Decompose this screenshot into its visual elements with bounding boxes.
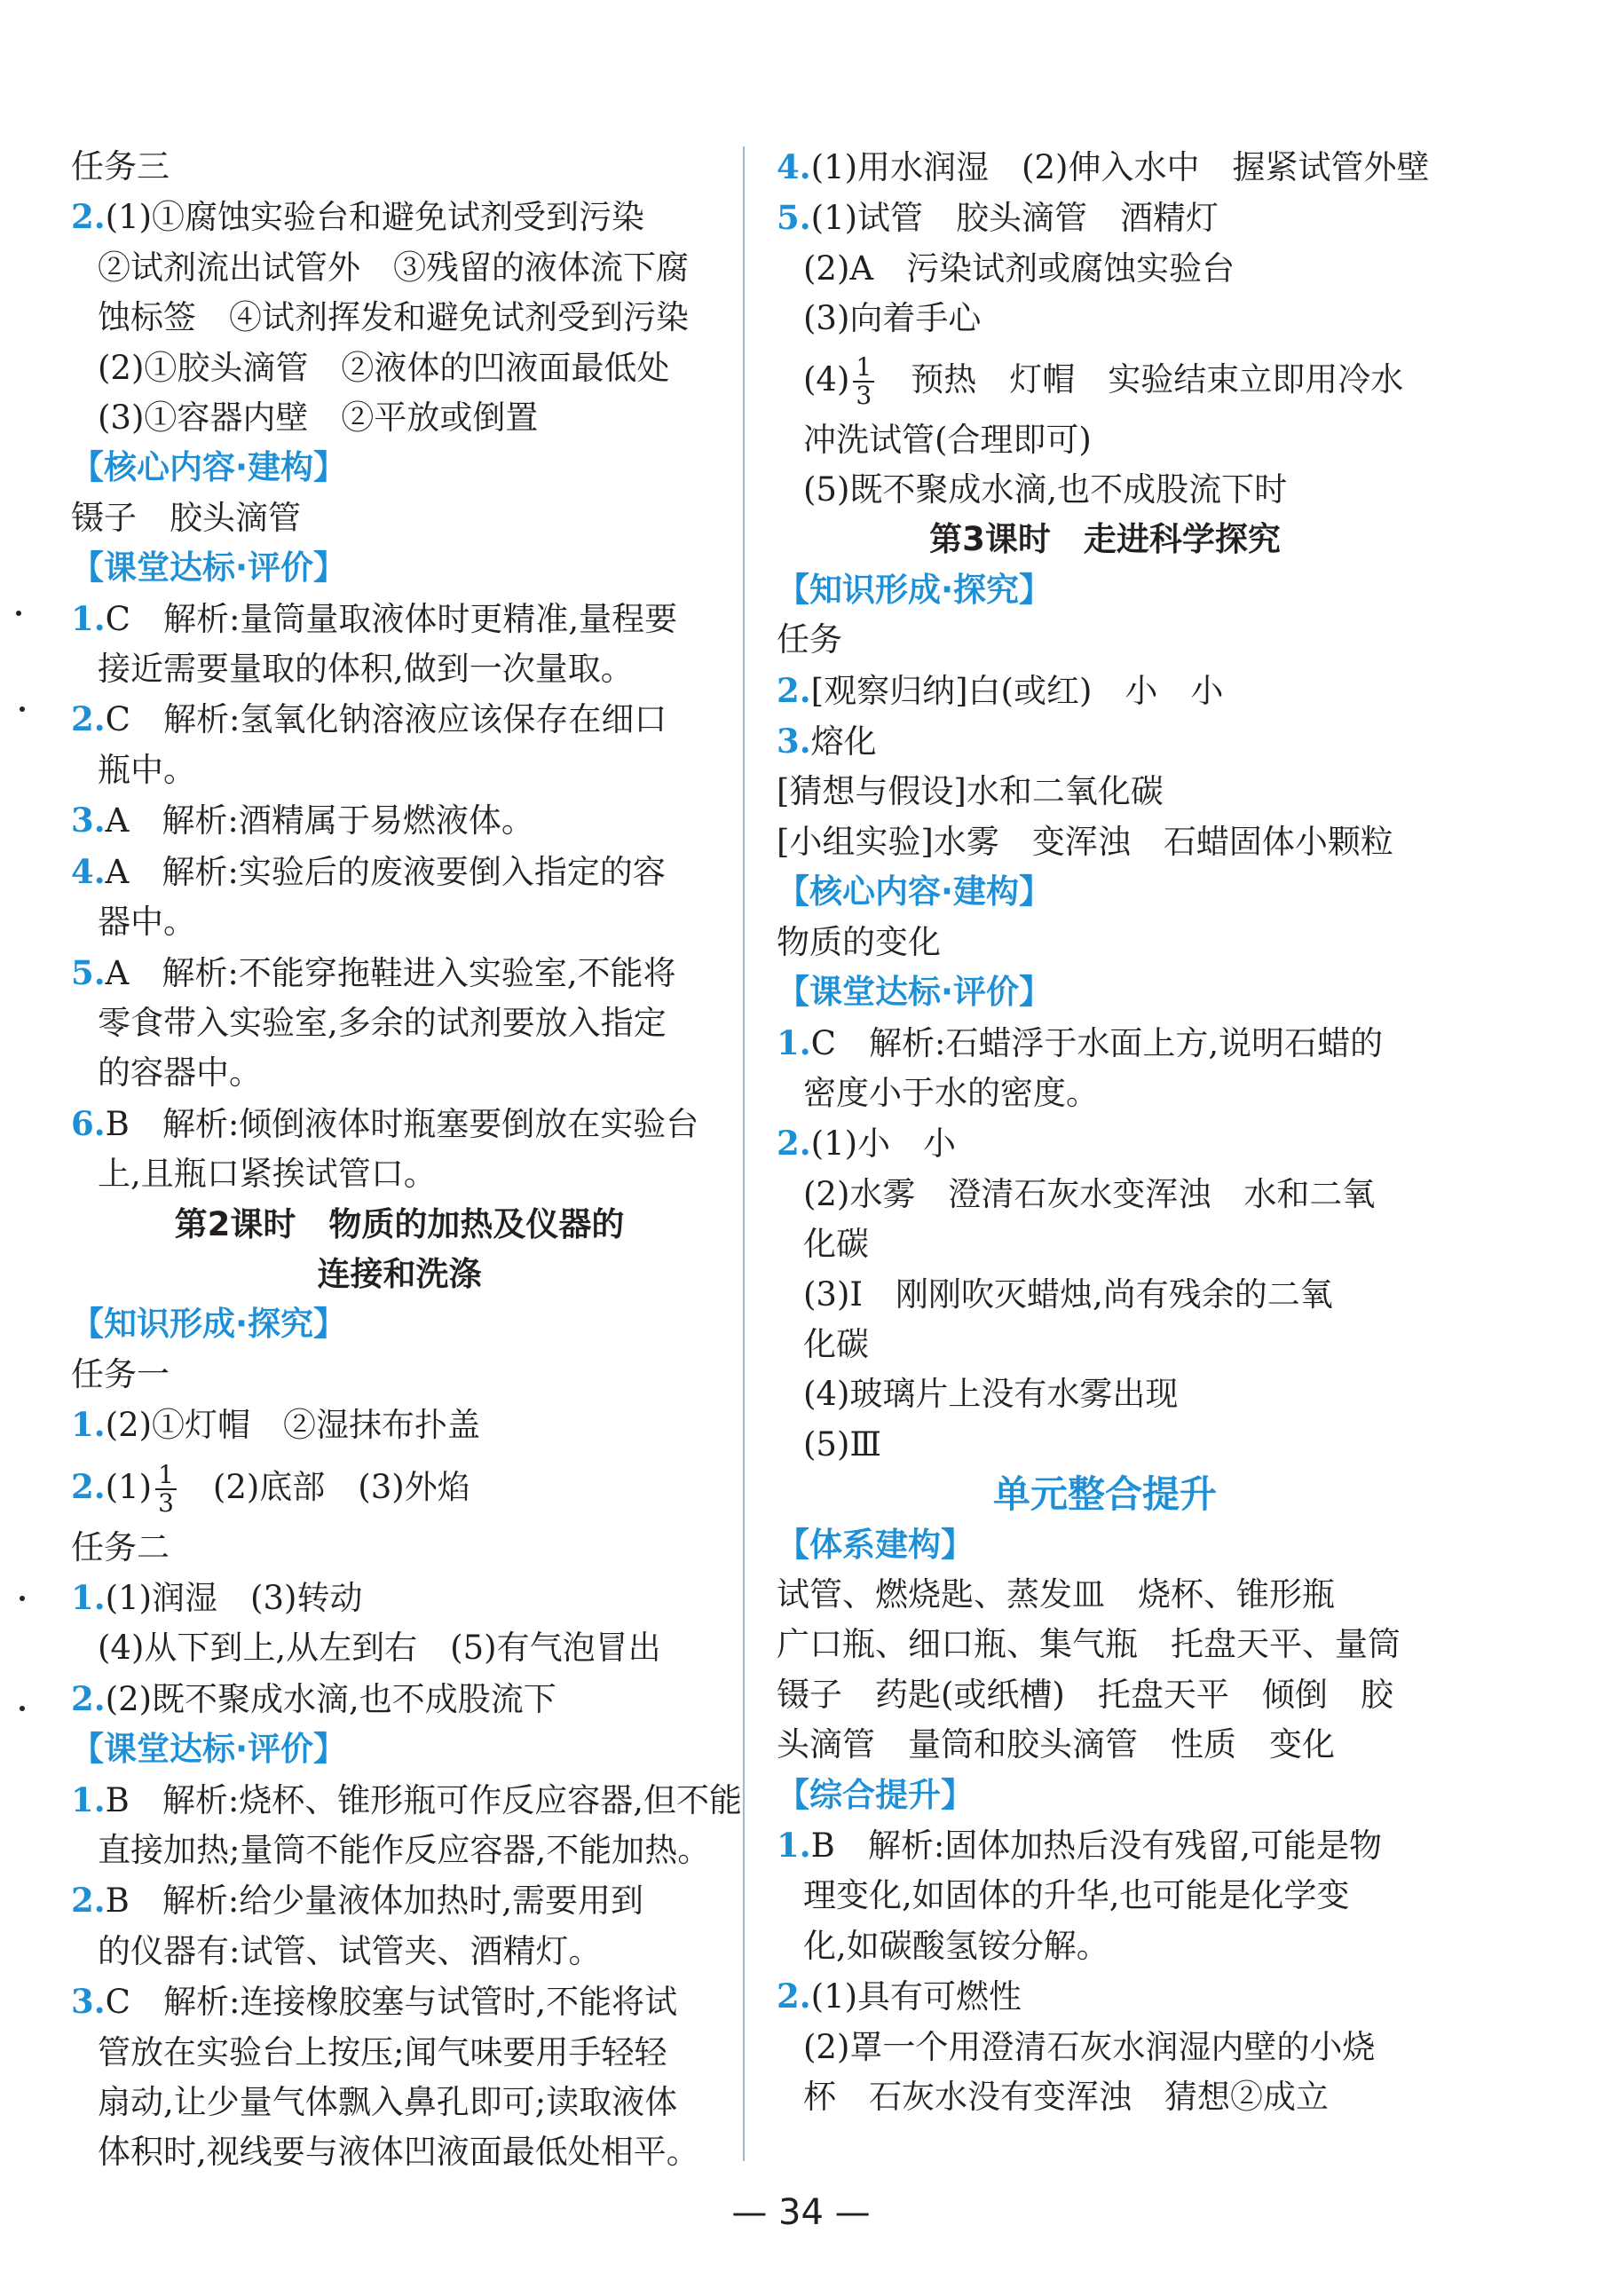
margin-dot	[20, 706, 25, 712]
answer-line: 杯 石灰水没有变浑浊 猜想②成立	[803, 2078, 1329, 2117]
margin-dot	[20, 1596, 25, 1601]
answer-line: [猜想与假设]水和二氧化碳	[777, 772, 1164, 811]
question-number: 4.	[71, 851, 106, 891]
question-number: 2.	[777, 1124, 811, 1164]
answer-line: 镊子 药匙(或纸槽) 托盘天平 倾倒 胶	[777, 1675, 1393, 1714]
answer-text: 预热 灯帽 实验结束立即用冷水	[878, 359, 1404, 398]
answer-line	[71, 1674, 728, 1724]
answer-line	[71, 1099, 728, 1149]
answer-line: 扇动,让少量气体飘入鼻孔即可;读取液体	[98, 2083, 678, 2122]
answer-line: 物质的变化	[777, 922, 941, 961]
answer-text: A 解析:酒精属于易燃液体。	[105, 801, 534, 840]
answer-line	[777, 142, 1433, 193]
section-heading: 【核心内容·建构】	[71, 448, 347, 487]
page-number: — 34 —	[731, 2192, 871, 2233]
answer-line	[71, 1451, 728, 1523]
question-number: 1.	[71, 1779, 106, 1819]
answer-line	[71, 1976, 728, 2027]
answer-line: (3)向着手心	[803, 299, 982, 338]
answer-line	[777, 716, 1433, 767]
task-heading: 任务二	[71, 1527, 170, 1566]
answer-line: 广口瓶、细口瓶、集气瓶 托盘天平、量筒	[777, 1625, 1401, 1664]
question-number: 1.	[71, 1577, 106, 1617]
answer-line: 化碳	[803, 1324, 869, 1363]
answer-text: B 解析:倾倒液体时瓶塞要倒放在实验台	[105, 1104, 699, 1143]
answer-text: (4)	[803, 359, 850, 398]
answer-line: 化碳	[803, 1225, 869, 1264]
answer-line: 蚀标签 ④试剂挥发和避免试剂受到污染	[98, 298, 689, 337]
answer-line: (5)Ⅲ	[803, 1424, 882, 1464]
answer-line	[71, 948, 728, 998]
question-number: 5.	[777, 198, 811, 238]
answer-line: (4)玻璃片上没有水雾出现	[803, 1375, 1179, 1414]
question-number: 1.	[71, 598, 106, 638]
answer-text: (1)小 小	[810, 1124, 957, 1164]
answer-line: 瓶中。	[98, 750, 196, 789]
question-number: 2.	[777, 670, 811, 710]
answer-line: 的仪器有:试管、试管夹、酒精灯。	[98, 1931, 602, 1970]
answer-line: 理变化,如固体的升华,也可能是化学变	[803, 1876, 1350, 1915]
answer-line: 的容器中。	[98, 1053, 262, 1093]
answer-line: (5)既不聚成水滴,也不成股流下时	[803, 470, 1288, 509]
question-number: 1.	[71, 1405, 106, 1445]
answer-text: B 解析:固体加热后没有残留,可能是物	[810, 1827, 1383, 1865]
question-number: 6.	[71, 1103, 106, 1143]
answer-line	[777, 1971, 1433, 2022]
question-number: 4.	[777, 147, 811, 186]
unit-title: 单元整合提升	[992, 1472, 1217, 1517]
answer-line: (2)A 污染试剂或腐蚀实验台	[803, 249, 1235, 288]
answer-line	[71, 1775, 743, 1826]
answer-text: (1)具有可燃性	[810, 1977, 1022, 2016]
answer-line: 直接加热;量筒不能作反应容器,不能加热。	[98, 1831, 711, 1869]
question-number: 2.	[71, 1881, 106, 1921]
fraction-numerator: 1	[155, 1462, 177, 1490]
answer-line: 上,且瓶口紧挨试管口。	[98, 1155, 437, 1194]
section-heading: 【课堂达标·评价】	[777, 973, 1053, 1012]
answer-line	[71, 1400, 728, 1450]
answer-text: (1)用水润湿 (2)伸入水中 握紧试管外壁	[810, 148, 1430, 186]
answer-line: 零食带入实验室,多余的试剂要放入指定	[98, 1003, 667, 1042]
answer-line	[71, 1573, 728, 1623]
answer-line	[71, 1875, 728, 1926]
section-heading: 【知识形成·探究】	[71, 1305, 347, 1344]
section-heading: 【核心内容·建构】	[777, 872, 1053, 911]
column-divider	[743, 146, 745, 2161]
answer-text: (1)	[105, 1467, 153, 1506]
answer-line: 镊子 胶头滴管	[71, 498, 301, 537]
question-number: 3.	[777, 722, 811, 761]
section-heading: 【体系建构】	[777, 1525, 974, 1564]
answer-text: (1)润湿 (3)转动	[105, 1578, 363, 1617]
question-number: 1.	[777, 1022, 811, 1062]
answer-text: 熔化	[810, 722, 877, 761]
answer-line	[777, 344, 1433, 415]
answer-line	[777, 1018, 1433, 1069]
answer-text: C 解析:连接橡胶塞与试管时,不能将试	[105, 1983, 678, 2022]
margin-dot	[20, 1706, 25, 1711]
answer-line: (2)①胶头滴管 ②液体的凹液面最低处	[98, 348, 670, 387]
answer-line: (3)①容器内壁 ②平放或倒置	[98, 398, 539, 438]
answer-line: 冲洗试管(合理即可)	[803, 420, 1092, 459]
left-column	[71, 142, 743, 2178]
task-heading: 任务三	[71, 147, 170, 185]
answer-line	[777, 1820, 1433, 1871]
answer-line: 密度小于水的密度。	[803, 1073, 1099, 1112]
answer-text: B 解析:烧杯、锥形瓶可作反应容器,但不能	[105, 1780, 743, 1819]
lesson-title: 第2课时 物质的加热及仪器的	[174, 1204, 625, 1243]
answer-line	[71, 694, 728, 745]
answer-line	[71, 192, 728, 242]
answer-text: (2)①灯帽 ②湿抹布扑盖	[105, 1406, 481, 1445]
question-number: 1.	[777, 1826, 811, 1865]
answer-text: (1)试管 胶头滴管 酒精灯	[810, 199, 1219, 238]
answer-line: 接近需要量取的体积,做到一次量取。	[98, 650, 634, 689]
fraction	[853, 354, 874, 409]
task-heading: 任务一	[71, 1354, 170, 1393]
answer-line	[71, 795, 728, 846]
question-number: 3.	[71, 801, 106, 840]
answer-line: (2)水雾 澄清石灰水变浑浊 水和二氧	[803, 1174, 1376, 1213]
right-column	[777, 142, 1433, 2122]
answer-text: A 解析:实验后的废液要倒入指定的容	[105, 852, 666, 891]
answer-text: (2)底部 (3)外焰	[179, 1467, 470, 1506]
answer-line	[777, 1118, 1433, 1169]
answer-line: [小组实验]水雾 变浑浊 石蜡固体小颗粒	[777, 822, 1393, 861]
margin-dot	[16, 611, 21, 616]
answer-line: 管放在实验台上按压;闻气味要用手轻轻	[98, 2032, 667, 2071]
answer-line: ②试剂流出试管外 ③残留的液体流下腐	[98, 248, 689, 287]
question-number: 2.	[71, 1466, 106, 1506]
question-number: 5.	[71, 952, 106, 992]
answer-text: (1)①腐蚀实验台和避免试剂受到污染	[105, 198, 645, 237]
section-heading: 【综合提升】	[777, 1775, 974, 1814]
answer-line: 头滴管 量筒和胶头滴管 性质 变化	[777, 1725, 1335, 1764]
fraction	[155, 1462, 177, 1517]
answer-line: 试管、燃烧匙、蒸发皿 烧杯、锥形瓶	[777, 1574, 1335, 1614]
question-number: 2.	[71, 699, 106, 739]
answer-line	[71, 594, 728, 644]
answer-text: [观察归纳]白(或红) 小 小	[810, 671, 1224, 710]
fraction-numerator: 1	[853, 354, 874, 383]
answer-line: 体积时,视线要与液体凹液面最低处相平。	[98, 2133, 699, 2172]
question-number: 2.	[777, 1976, 811, 2016]
answer-text: C 解析:石蜡浮于水面上方,说明石蜡的	[810, 1023, 1384, 1062]
answer-text: (2)既不聚成水滴,也不成股流下	[105, 1679, 556, 1718]
answer-line: (4)从下到上,从左到右 (5)有气泡冒出	[98, 1629, 661, 1668]
section-heading: 【课堂达标·评价】	[71, 1730, 347, 1769]
section-heading: 【知识形成·探究】	[777, 570, 1053, 609]
lesson-title: 第3课时 走进科学探究	[929, 520, 1281, 559]
question-number: 2.	[71, 1678, 106, 1718]
section-heading: 【课堂达标·评价】	[71, 548, 347, 588]
lesson-title: 连接和洗涤	[317, 1254, 482, 1293]
answer-text: C 解析:量筒量取液体时更精准,量程要	[105, 599, 678, 638]
question-number: 2.	[71, 197, 106, 237]
answer-line: 化,如碳酸氢铵分解。	[803, 1926, 1109, 1965]
task-heading: 任务	[777, 620, 842, 659]
answer-line: 器中。	[98, 903, 196, 942]
fraction-denominator: 3	[158, 1488, 174, 1519]
question-number: 3.	[71, 1982, 106, 2022]
answer-text: B 解析:给少量液体加热时,需要用到	[105, 1882, 644, 1921]
answer-text: C 解析:氢氧化钠溶液应该保存在细口	[105, 700, 667, 739]
answer-line: (3)Ⅰ 刚刚吹灭蜡烛,尚有残余的二氧	[803, 1274, 1333, 1314]
answer-line	[71, 847, 728, 897]
answer-line	[777, 193, 1433, 243]
answer-text: A 解析:不能穿拖鞋进入实验室,不能将	[105, 953, 676, 992]
fraction-denominator: 3	[856, 381, 872, 411]
answer-line	[777, 666, 1433, 716]
answer-line: (2)罩一个用澄清石灰水润湿内壁的小烧	[803, 2027, 1376, 2066]
